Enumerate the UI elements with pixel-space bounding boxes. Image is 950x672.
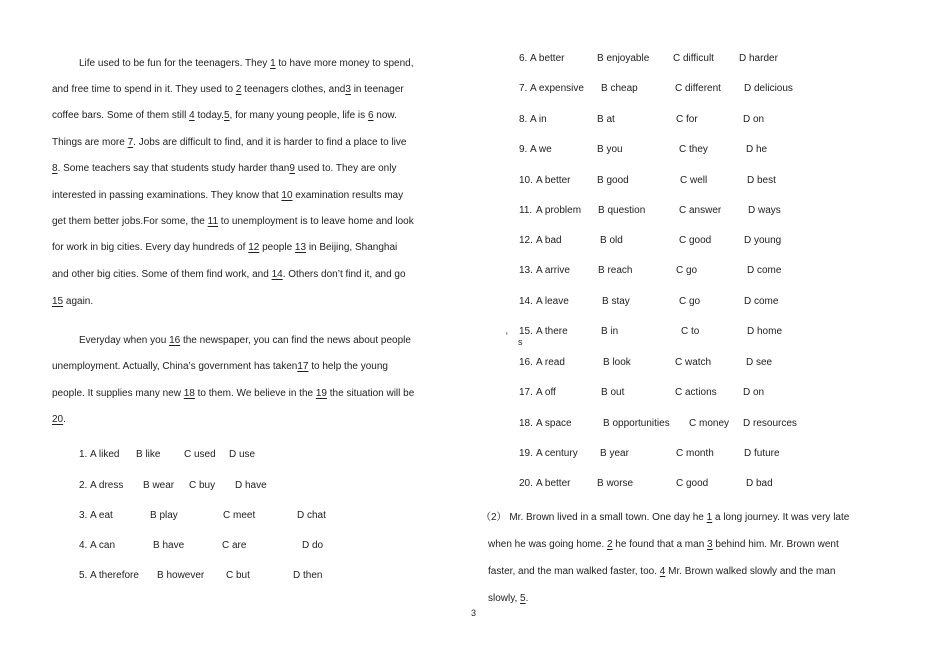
passage-2-line: （2） Mr. Brown lived in a small town. One day he 1 a long journey. It was very late <box>481 512 850 523</box>
option-b: B have <box>153 540 185 551</box>
blank-16: 16 <box>169 335 181 346</box>
blank-11: 11 <box>207 216 219 227</box>
question-number: 1. <box>79 449 88 460</box>
option-b: B old <box>600 235 623 246</box>
option-c: C good <box>676 478 709 489</box>
option-c: C answer <box>679 205 722 216</box>
option-c: C month <box>676 448 714 459</box>
question-number: 20. <box>519 478 533 489</box>
option-d: D young <box>744 235 782 246</box>
option-b: B look <box>603 357 631 368</box>
option-c: C but <box>226 570 250 581</box>
question-number: 2. <box>79 480 88 491</box>
option-d: D future <box>744 448 780 459</box>
blank-15: 15 <box>52 296 64 307</box>
option-a: A century <box>536 448 578 459</box>
passage-line: Things are more 7. Jobs are difficult to find, and it is harder to find a place to live <box>52 137 407 148</box>
question-number: 6. <box>519 53 528 64</box>
option-b: B play <box>150 510 178 521</box>
passage-2-line: faster, and the man walked faster, too. 4 Mr. Brown walked slowly and the man <box>488 566 836 577</box>
option-b: B question <box>598 205 646 216</box>
option-a: A expensive <box>530 83 584 94</box>
option-c: C they <box>679 144 708 155</box>
blank-5: 5 <box>223 110 230 121</box>
option-b: B however <box>157 570 205 581</box>
blank-9: 9 <box>289 163 295 174</box>
option-a: A there <box>536 326 568 337</box>
option-a: A leave <box>536 296 569 307</box>
blank-4: 4 <box>659 566 666 577</box>
question-number: 14. <box>519 296 533 307</box>
question-number: 15. <box>519 326 533 337</box>
passage-line: interested in passing examinations. They know that 10 examination results may <box>52 190 404 201</box>
option-c: C money <box>689 418 730 429</box>
option-d: D see <box>746 357 773 368</box>
option-a: A arrive <box>536 265 570 276</box>
stray-mark-s: s <box>518 337 523 347</box>
option-d: D ways <box>748 205 781 216</box>
passage-line: coffee bars. Some of them still 4 today.5, for many young people, life is 6 now. <box>52 110 397 121</box>
option-b: B like <box>136 449 161 460</box>
option-d: D then <box>293 570 323 581</box>
question-number: 5. <box>79 570 88 581</box>
option-a: A we <box>530 144 552 155</box>
question-number: 8. <box>519 114 528 125</box>
option-b: B cheap <box>601 83 638 94</box>
blank-13: 13 <box>294 242 307 253</box>
option-d: D chat <box>297 510 326 521</box>
blank-5: 5 <box>520 593 526 604</box>
question-number: 13. <box>519 265 533 276</box>
option-a: A in <box>530 114 547 125</box>
option-c: C buy <box>189 480 216 491</box>
option-c: C go <box>676 265 698 276</box>
option-c: C actions <box>675 387 717 398</box>
option-b: B out <box>601 387 625 398</box>
option-c: C meet <box>223 510 256 521</box>
option-a: A better <box>530 53 565 64</box>
option-d: D on <box>743 387 765 398</box>
blank-1: 1 <box>706 512 713 523</box>
question-number: 18. <box>519 418 533 429</box>
blank-17: 17 <box>297 361 309 372</box>
question-number: 7. <box>519 83 528 94</box>
option-c: C for <box>676 114 698 125</box>
question-number: 19. <box>519 448 533 459</box>
stray-mark-dot: ' <box>506 331 508 341</box>
option-b: B you <box>597 144 623 155</box>
question-number: 16. <box>519 357 533 368</box>
passage-line: and other big cities. Some of them find work, and 14. Others don’t find it, and go <box>52 269 406 280</box>
blank-12: 12 <box>248 242 260 253</box>
option-c: C difficult <box>673 53 714 64</box>
option-a: A off <box>536 387 556 398</box>
blank-10: 10 <box>281 190 293 201</box>
blank-8: 8 <box>52 163 58 174</box>
page-number: 3 <box>471 608 477 618</box>
blank-1: 1 <box>270 58 276 69</box>
blank-2: 2 <box>235 84 242 95</box>
blank-4: 4 <box>189 110 195 121</box>
option-a: A therefore <box>90 570 139 581</box>
passage-line: for work in big cities. Every day hundreds of 12 people 13 in Beijing, Shanghai <box>52 242 398 253</box>
passage-line: 15 again. <box>52 296 94 307</box>
blank-7: 7 <box>127 137 134 148</box>
option-d: D best <box>747 175 776 186</box>
option-a: A liked <box>90 449 120 460</box>
question-number: 17. <box>519 387 533 398</box>
option-b: B in <box>601 326 619 337</box>
option-c: C watch <box>675 357 712 368</box>
option-a: A read <box>536 357 565 368</box>
option-c: C go <box>679 296 701 307</box>
option-d: D use <box>229 449 256 460</box>
option-d: D bad <box>746 478 773 489</box>
option-c: C good <box>679 235 712 246</box>
option-a: A better <box>536 175 571 186</box>
option-c: C to <box>681 326 700 337</box>
passage-line: Everyday when you 16 the newspaper, you can find the news about people <box>79 335 411 346</box>
blank-14: 14 <box>271 269 283 280</box>
option-d: D resources <box>743 418 797 429</box>
option-c: C used <box>184 449 216 460</box>
blank-3: 3 <box>707 539 713 550</box>
option-b: B good <box>597 175 629 186</box>
blank-20: 20 <box>52 414 64 425</box>
blank-19: 19 <box>315 388 327 399</box>
option-d: D harder <box>739 53 778 64</box>
option-d: D delicious <box>744 83 793 94</box>
blank-6: 6 <box>367 110 374 121</box>
question-number: 11. <box>519 205 533 216</box>
option-b: B opportunities <box>603 418 670 429</box>
option-a: A can <box>90 540 116 551</box>
option-d: D have <box>235 480 267 491</box>
option-b: B reach <box>598 265 633 276</box>
option-d: D he <box>746 144 768 155</box>
option-c: C well <box>680 175 708 186</box>
option-a: A problem <box>536 205 582 216</box>
passage-line: and free time to spend in it. They used to 2 teenagers clothes, and3 in teenager <box>52 84 404 95</box>
option-d: D on <box>743 114 765 125</box>
question-number: 3. <box>79 510 88 521</box>
passage-line: people. It supplies many new 18 to them. We believe in the 19 the situation will be <box>52 388 415 399</box>
option-a: A dress <box>90 480 124 491</box>
option-d: D come <box>744 296 779 307</box>
option-c: C different <box>675 83 721 94</box>
option-d: D come <box>747 265 782 276</box>
passage-2-line: slowly, 5. <box>488 593 529 604</box>
passage-line: Life used to be fun for the teenagers. They 1 to have more money to spend, <box>79 58 414 69</box>
question-number: 4. <box>79 540 88 551</box>
option-a: A eat <box>90 510 113 521</box>
question-number: 12. <box>519 235 533 246</box>
passage-line: 8. Some teachers say that students study harder than9 used to. They are only <box>52 163 397 174</box>
option-a: A space <box>536 418 572 429</box>
option-c: C are <box>222 540 247 551</box>
option-d: D do <box>302 540 324 551</box>
passage-line: get them better jobs.For some, the 11 to unemployment is to leave home and look <box>52 216 414 227</box>
option-b: B enjoyable <box>597 53 650 64</box>
option-a: A bad <box>536 235 562 246</box>
question-number: 9. <box>519 144 528 155</box>
blank-18: 18 <box>183 388 195 399</box>
blank-3: 3 <box>345 84 351 95</box>
passage-line: unemployment. Actually, China’s government has taken17 to help the young <box>52 361 388 372</box>
option-d: D home <box>747 326 783 337</box>
passage-line: 20. <box>52 414 66 425</box>
option-b: B wear <box>143 480 175 491</box>
option-a: A better <box>536 478 571 489</box>
blank-2: 2 <box>606 539 613 550</box>
passage-2-line: when he was going home. 2 he found that a man 3 behind him. Mr. Brown went <box>488 539 839 550</box>
option-b: B at <box>597 114 615 125</box>
question-number: 10. <box>519 175 533 186</box>
option-b: B worse <box>597 478 634 489</box>
option-b: B stay <box>602 296 630 307</box>
option-b: B year <box>600 448 629 459</box>
